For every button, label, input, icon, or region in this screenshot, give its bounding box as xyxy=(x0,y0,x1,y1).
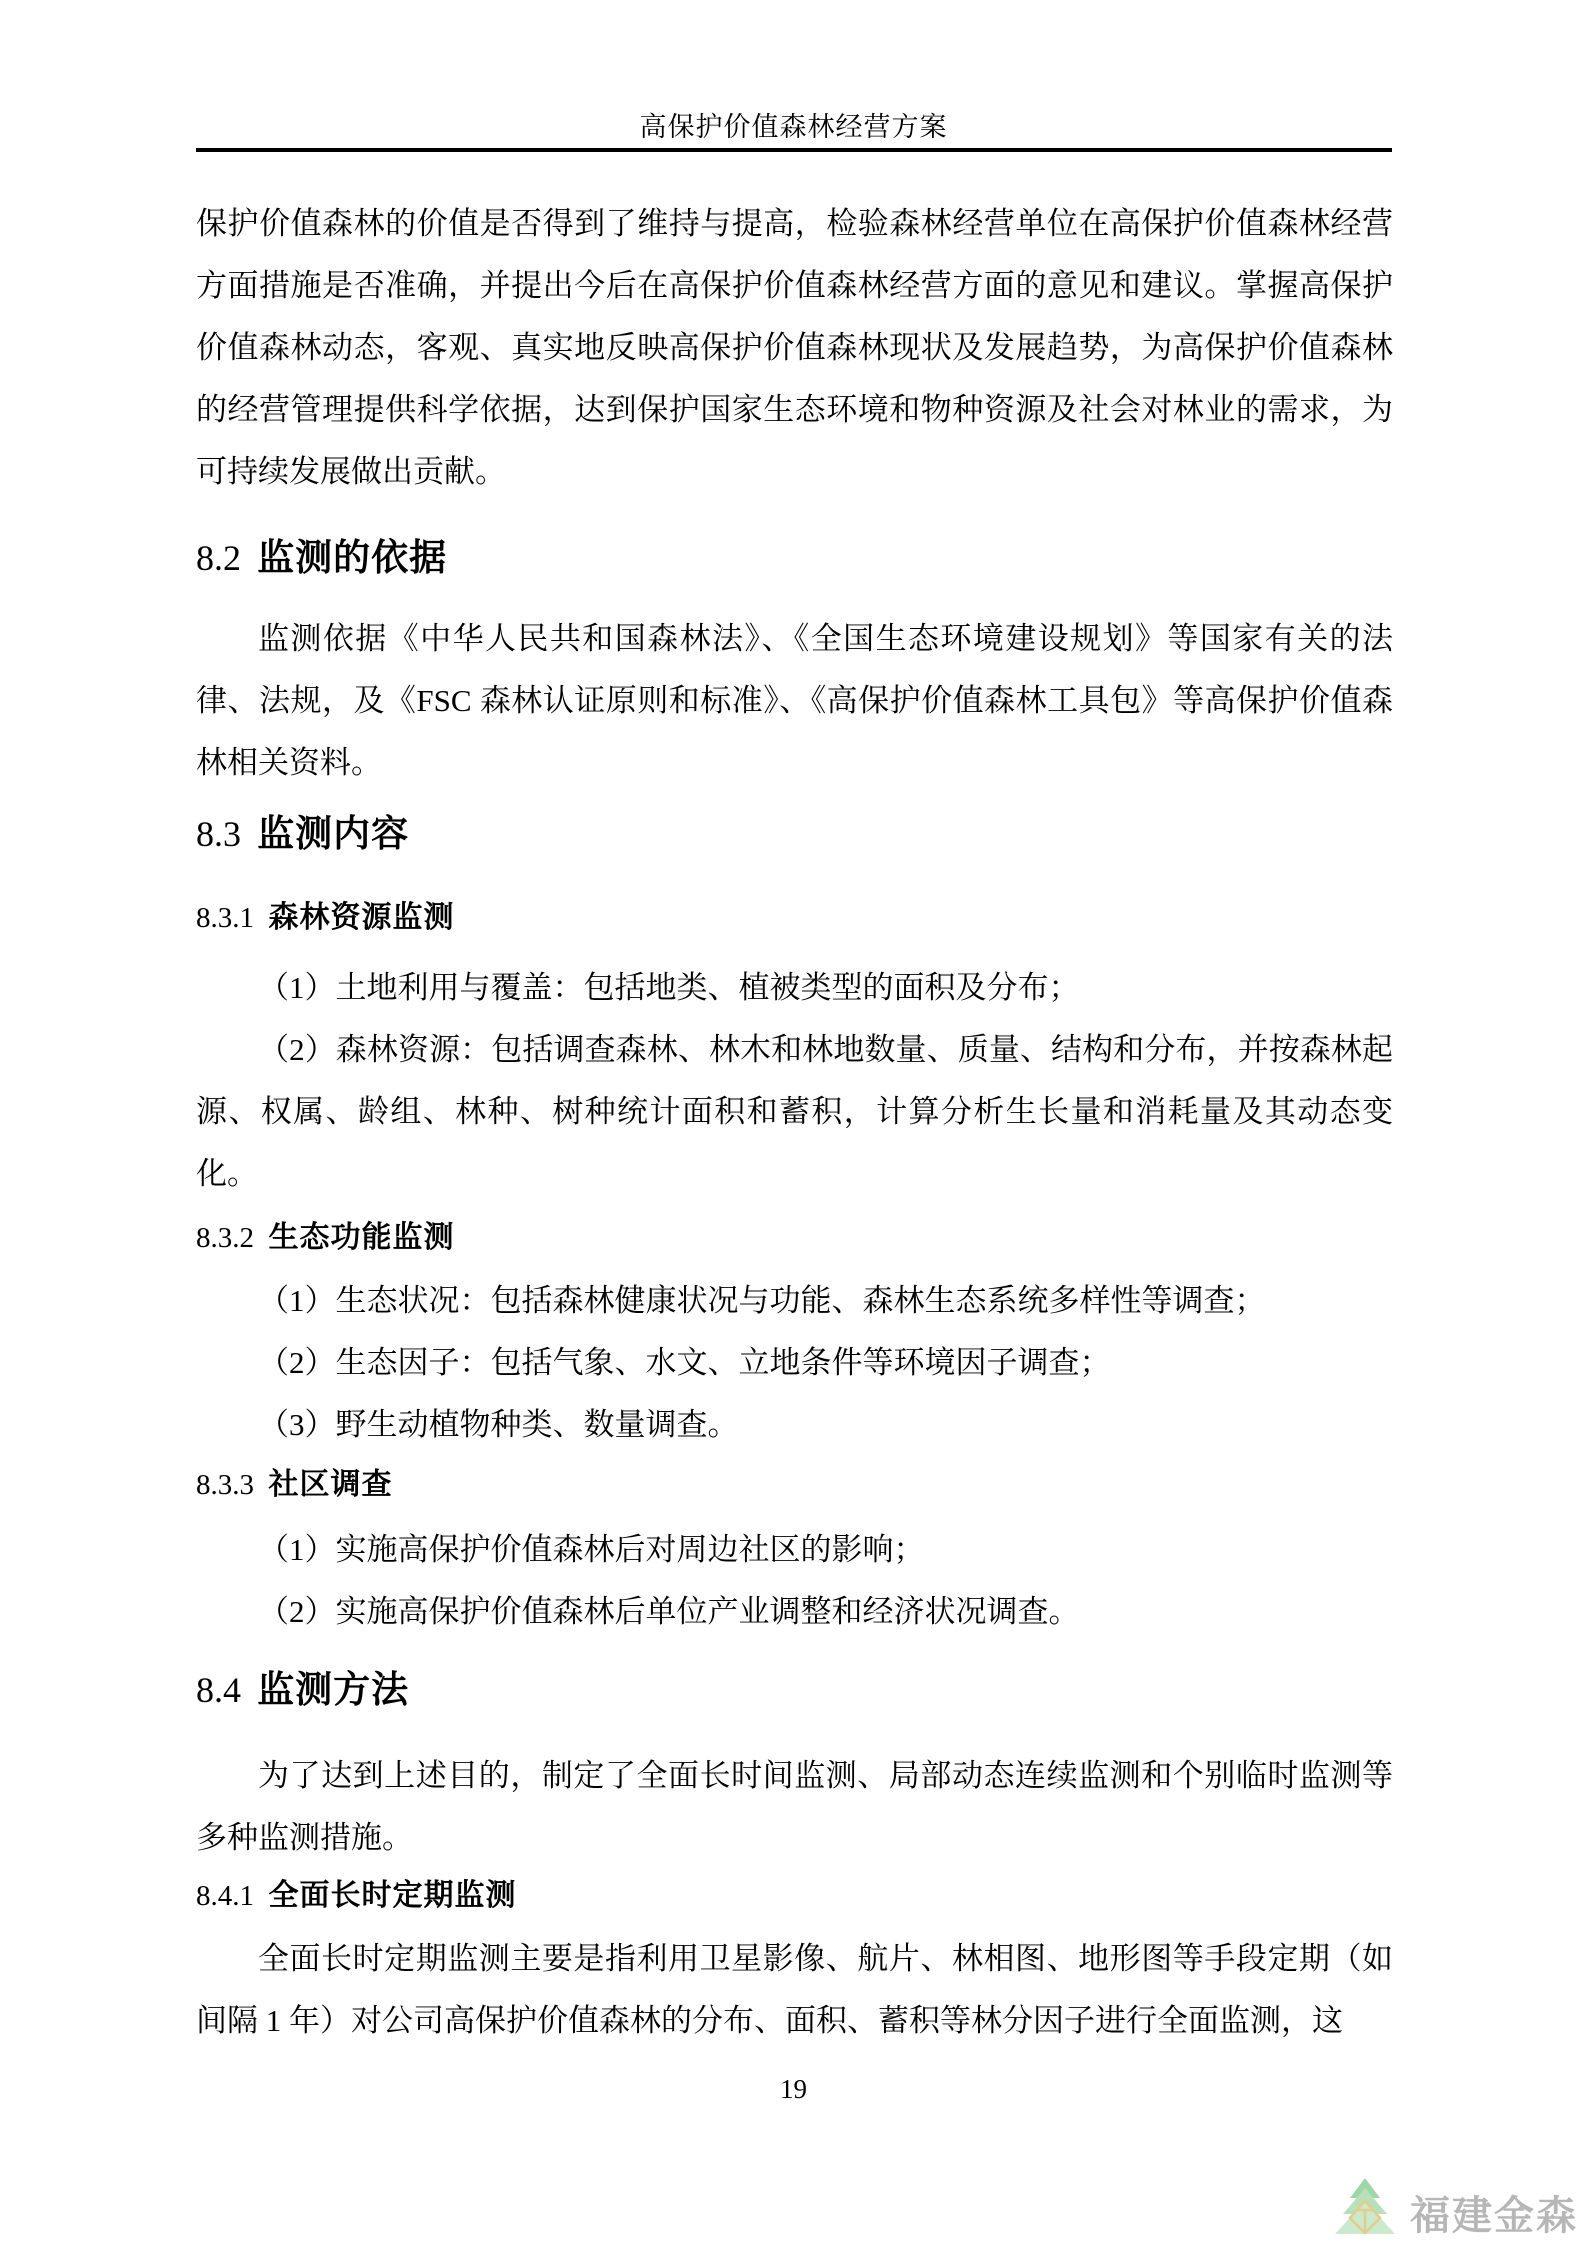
subsection-title: 森林资源监测 xyxy=(268,901,455,934)
list-item: （2）实施高保护价值森林后单位产业调整和经济状况调查。 xyxy=(258,1594,1080,1629)
subsection-number: 8.3.1 xyxy=(196,902,254,934)
document-header-title: 高保护价值森林经营方案 xyxy=(639,112,948,142)
paragraph-8-4-1: 全面长时定期监测主要是指利用卫星影像、航片、林相图、地形图等手段定期（如间隔 1 年）对公司高保护价值森林的分布、面积、蓄积等林分因子进行全面监测，这 xyxy=(196,1941,1393,2038)
section-number: 8.3 xyxy=(196,814,241,854)
subsection-number: 8.3.2 xyxy=(196,1222,254,1254)
list-item: （1）实施高保护价值森林后对周边社区的影响； xyxy=(258,1532,925,1567)
subsection-title: 社区调查 xyxy=(268,1468,393,1501)
list-8-3-1 xyxy=(196,957,1393,1205)
subsection-heading-8-3-1 xyxy=(196,900,1393,936)
subsection-heading-8-3-2 xyxy=(196,1220,1393,1256)
section-heading-8-4 xyxy=(196,1669,1393,1712)
brand-logo-text: 福建金森 xyxy=(1410,2194,1578,2238)
document-body xyxy=(196,0,1393,2052)
list-item: （2）生态因子：包括气象、水文、立地条件等环境因子调查； xyxy=(258,1345,1111,1380)
section-heading-8-3 xyxy=(196,813,1393,856)
section-title: 监测内容 xyxy=(257,813,410,854)
section-heading-8-2 xyxy=(196,537,1393,580)
paragraph-intro-continuation: 保护价值森林的价值是否得到了维持与提高，检验森林经营单位在高保护价值森林经营方面措施是否准确，并提出今后在高保护价值森林经营方面的意见和建议。掌握高保护价值森林动态，客观、真实地反映高保护价值森林现状及发展趋势，为高保护价值森林的经营管理提供科学依据，达到保护国家生态环境和物种资源及社会对林业的需求，为可持续发展做出贡献。 xyxy=(196,206,1393,489)
page-number: 19 xyxy=(780,2074,807,2104)
list-item: （1）土地利用与覆盖：包括地类、植被类型的面积及分布； xyxy=(258,970,1080,1005)
list-item: （1）生态状况：包括森林健康状况与功能、森林生态系统多样性等调查； xyxy=(258,1283,1266,1318)
subsection-heading-8-4-1 xyxy=(196,1878,1393,1914)
list-item: （3）野生动植物种类、数量调查。 xyxy=(258,1407,739,1442)
subsection-number: 8.3.3 xyxy=(196,1469,254,1501)
paragraph-8-4: 为了达到上述目的，制定了全面长时间监测、局部动态连续监测和个别临时监测等多种监测措施。 xyxy=(196,1758,1393,1855)
brand-logo xyxy=(1332,2177,1578,2239)
subsection-number: 8.4.1 xyxy=(196,1880,254,1912)
subsection-title: 生态功能监测 xyxy=(268,1221,455,1254)
section-number: 8.4 xyxy=(196,1670,241,1710)
subsection-title: 全面长时定期监测 xyxy=(268,1879,517,1912)
section-title: 监测的依据 xyxy=(257,537,448,578)
list-item: （2）森林资源：包括调查森林、林木和林地数量、质量、结构和分布，并按森林起源、权属、龄组、林种、树种统计面积和蓄积，计算分析生长量和消耗量及其动态变化。 xyxy=(196,1032,1393,1191)
paragraph-8-2: 监测依据《中华人民共和国森林法》、《全国生态环境建设规划》等国家有关的法律、法规，及《FSC 森林认证原则和标准》、《高保护价值森林工具包》等高保护价值森林相关资料。 xyxy=(196,621,1393,780)
list-8-3-3 xyxy=(196,1519,1393,1643)
pine-tree-logo-icon xyxy=(1332,2177,1398,2239)
section-number: 8.2 xyxy=(196,538,241,578)
section-title: 监测方法 xyxy=(257,1669,410,1710)
list-8-3-2 xyxy=(196,1270,1393,1456)
subsection-heading-8-3-3 xyxy=(196,1467,1393,1503)
